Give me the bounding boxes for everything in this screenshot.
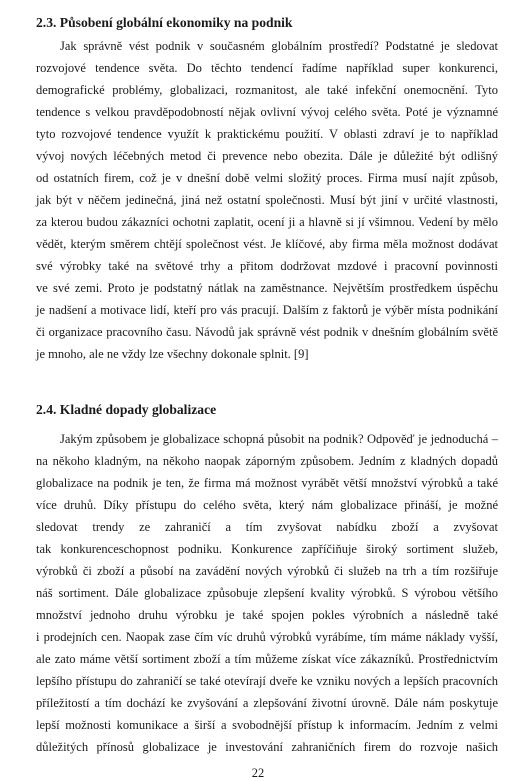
paragraph-line: vývoj nových léčebných metod či prevence nebo obezita. Dále je důležité být odlišný	[36, 149, 498, 163]
paragraph-line: množství jednoho druhu výrobku je také spojen pokles výrobních a následně také	[36, 608, 498, 622]
section-heading-2-4: 2.4. Kladné dopady globalizace	[36, 402, 217, 417]
paragraph-line: či organizace pracovního času. Návodů jak správně vést podnik v dnešním globálním světě	[36, 325, 498, 339]
paragraph-line: od ostatních firem, což je v dnešní době velmi složitý proces. Firma musí najít způsob,	[36, 171, 498, 185]
paragraph-line: tak konkurenceschopnost podniku. Konkurence zapříčiňuje široký sortiment služeb,	[36, 542, 498, 556]
paragraph-line: příležitostí a tím dochází ke zvyšování a zlepšování životní úrovně. Dále nám poskytuje	[36, 696, 498, 710]
page-number: 22	[251, 766, 265, 780]
paragraph-line: Jak správně vést podnik v současném globálním prostředí? Podstatné je sledovat	[60, 39, 498, 53]
paragraph-line: důležitých přínosů globalizace je investování zahraničních firem do rozvoje našich	[36, 740, 498, 754]
paragraph-line: rozvojové tendence světa. Do těchto tendencí řadíme například super konkurenci,	[36, 61, 498, 75]
paragraph-line: ve své zemi. Proto je podstatný nátlak na zaměstnance. Největším prostředkem úspěchu	[36, 281, 498, 295]
paragraph-line: lepšího přístupu do zahraničí se také otevírají dveře ke vzniku nových a lepších pracovních	[36, 674, 498, 688]
paragraph-line: výrobků či zboží a působí na zavádění nových výrobků či služeb na trh a tím rozšiřuje	[36, 564, 498, 578]
paragraph-line: na někoho kladným, na někoho naopak záporným způsobem. Jedním z kladných dopadů	[36, 454, 498, 468]
paragraph-line: vědět, kterým směrem chtějí společnost vést. Je klíčové, aby firma měla možnost dodávat	[36, 237, 498, 251]
paragraph-line: je nadšení a motivace lidí, kteří pro vás pracují. Dalším z faktorů je výběr místa podnikání	[36, 303, 498, 317]
paragraph-line: Jakým způsobem je globalizace schopná působit na podnik? Odpověď je jednoduchá –	[60, 432, 498, 446]
paragraph-line: za kterou budou zákazníci ochotni zaplatit, ocení ji a hlavně si jí všimnou. Vedení by mělo	[36, 215, 498, 229]
paragraph-line: jak být v něčem jedinečná, jiná než ostatní společnosti. Musí být jiní v určité vlastnosti,	[36, 193, 498, 207]
paragraph-line: tyto rozvojové tendence využít k praktickému použití. V oblasti zdraví je to například	[36, 127, 498, 141]
paragraph-line: náš sortiment. Dále globalizace způsobuje zlepšení kvality výrobků. S výrobou většího	[36, 586, 498, 600]
paragraph-line: globalizace na podnik je ten, že firma má možnost vyrábět větší množství výrobků a také	[36, 476, 498, 490]
paragraph-line: lepší možnosti komunikace a širší a svobodnější přístup k informacím. Jedním z velmi	[36, 718, 498, 732]
paragraph-line: demografické problémy, globalizaci, rozmanitost, ale také infekční onemocnění. Tyto	[36, 83, 498, 97]
paragraph-line: ale zato máme větší sortiment zboží a tím můžeme získat více zákazníků. Prostřednictvím	[36, 652, 498, 666]
paragraph-line: své výrobky také na světové trhy a přitom dodržovat mzdové i pracovní povinnosti	[36, 259, 498, 273]
paragraph-line: i prodejních cen. Naopak zase čím víc druhů výrobků vyrábíme, tím máme náklady vyšší,	[36, 630, 498, 644]
paragraph-line: je mnoho, ale ne vždy lze všechny dokonale splnit. [9]	[36, 347, 309, 361]
section-heading-2-3: 2.3. Působení globální ekonomiky na podnik	[36, 15, 293, 30]
paragraph-line: tendence s velkou pravděpodobností nějak ovlivní vývoj celého světa. Poté je významné	[36, 105, 498, 119]
paragraph-line: sledovat trendy ze zahraničí a tím zvyšovat nabídku zboží a zvyšovat	[36, 520, 498, 534]
paragraph-line: více druhů. Díky přístupu do celého světa, který nám globalizace přináší, je možné	[36, 498, 498, 512]
